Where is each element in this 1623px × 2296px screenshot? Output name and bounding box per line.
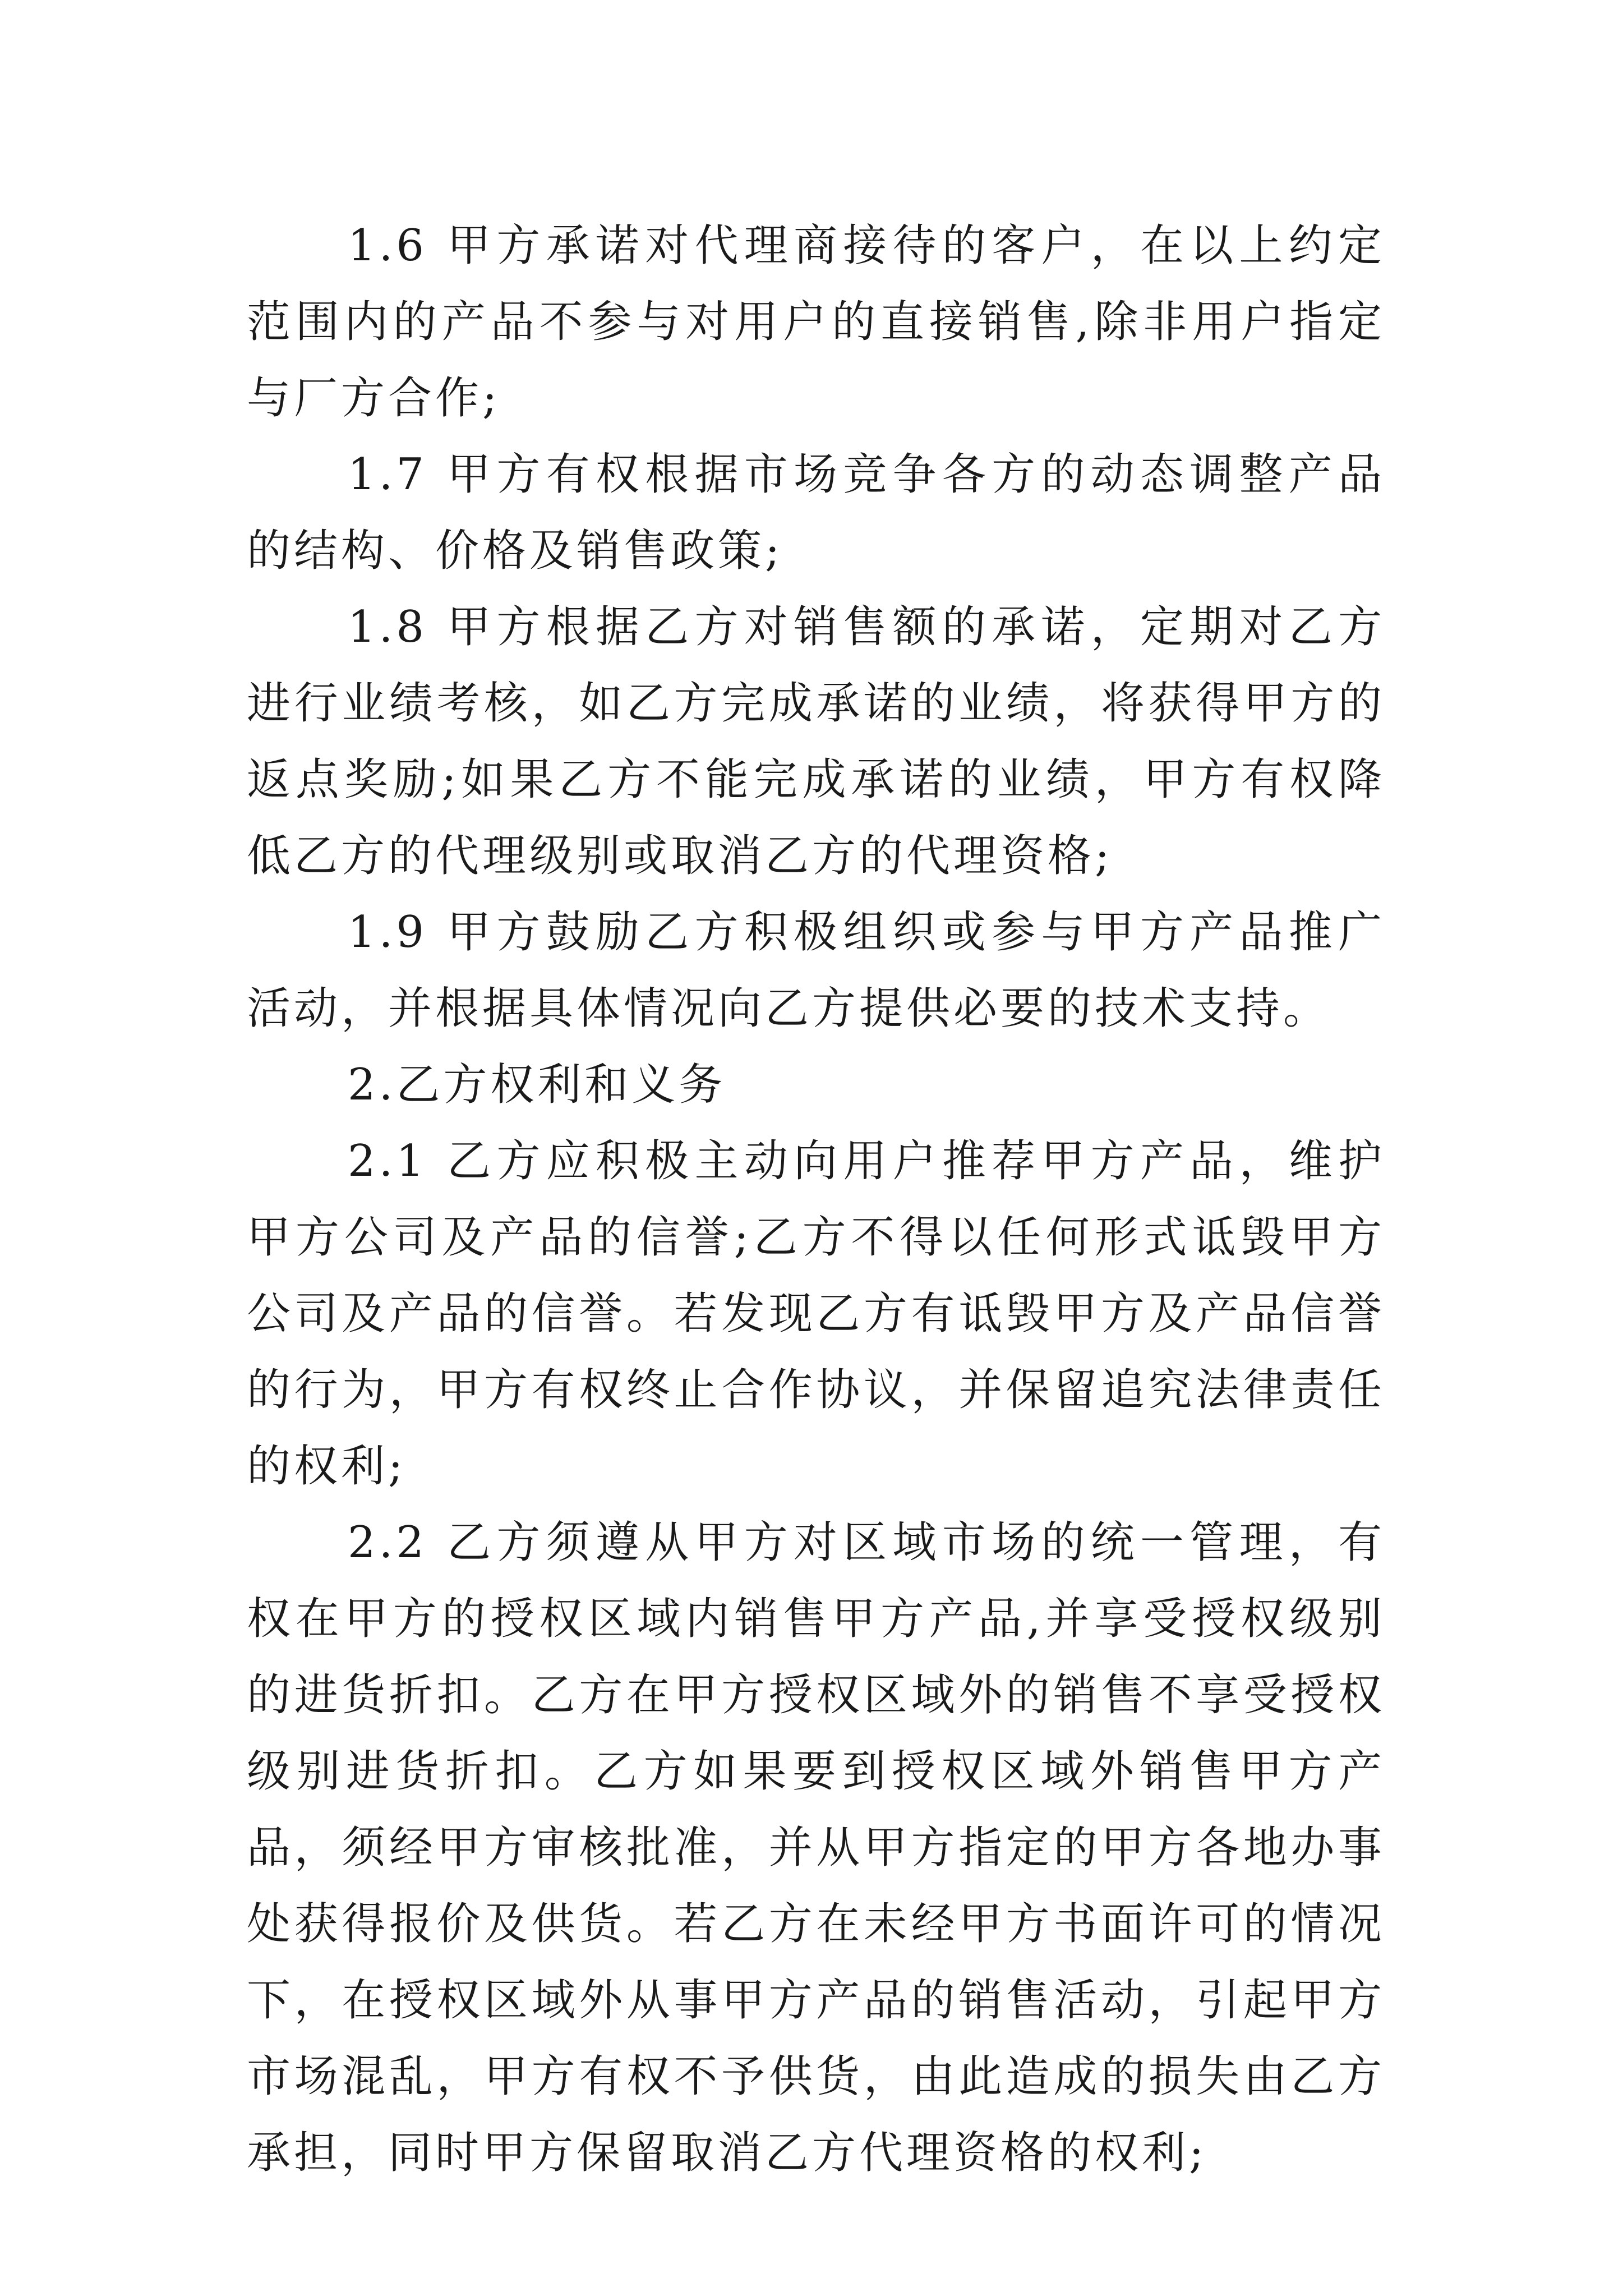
clause-1-9: 1.9 甲方鼓励乙方积极组织或参与甲方产品推广活动，并根据具体情况向乙方提供必要的技术支持。 [247,907,1385,1034]
clause-1-8: 1.8 甲方根据乙方对销售额的承诺，定期对乙方进行业绩考核，如乙方完成承诺的业绩，将获得甲方的返点奖励;如果乙方不能完成承诺的业绩，甲方有权降低乙方的代理级别或取消乙方的代理资格; [247,602,1385,881]
clause-2-1: 2.1 乙方应积极主动向用户推荐甲方产品，维护甲方公司及产品的信誉;乙方不得以任何形式诋毁甲方公司及产品的信誉。若发现乙方有诋毁甲方及产品信誉的行为，甲方有权终止合作协议，并保留追究法律责任的权利; [247,1136,1385,1492]
clause-1-7: 1.7 甲方有权根据市场竞争各方的动态调整产品的结构、价格及销售政策; [247,449,1385,576]
clause-2-2: 2.2 乙方须遵从甲方对区域市场的统一管理，有权在甲方的授权区域内销售甲方产品,并享受授权级别的进货折扣。乙方在甲方授权区域外的销售不享受授权级别进货折扣。乙方如果要到授权区域外销售甲方产品，须经甲方审核批准，并从甲方指定的甲方各地办事处获得报价及供货。若乙方在未经甲方书面许可的情况下，在授权区域外从事甲方产品的销售活动，引起甲方市场混乱，甲方有权不予供货，由此造成的损失由乙方承担，同时甲方保留取消乙方代理资格的权利; [247,1517,1385,2178]
section-2-heading: 2.乙方权利和义务 [348,1060,726,1110]
clause-1-6: 1.6 甲方承诺对代理商接待的客户，在以上约定范围内的产品不参与对用户的直接销售,除非用户指定与厂方合作; [247,220,1385,424]
document-body [247,208,1385,2191]
